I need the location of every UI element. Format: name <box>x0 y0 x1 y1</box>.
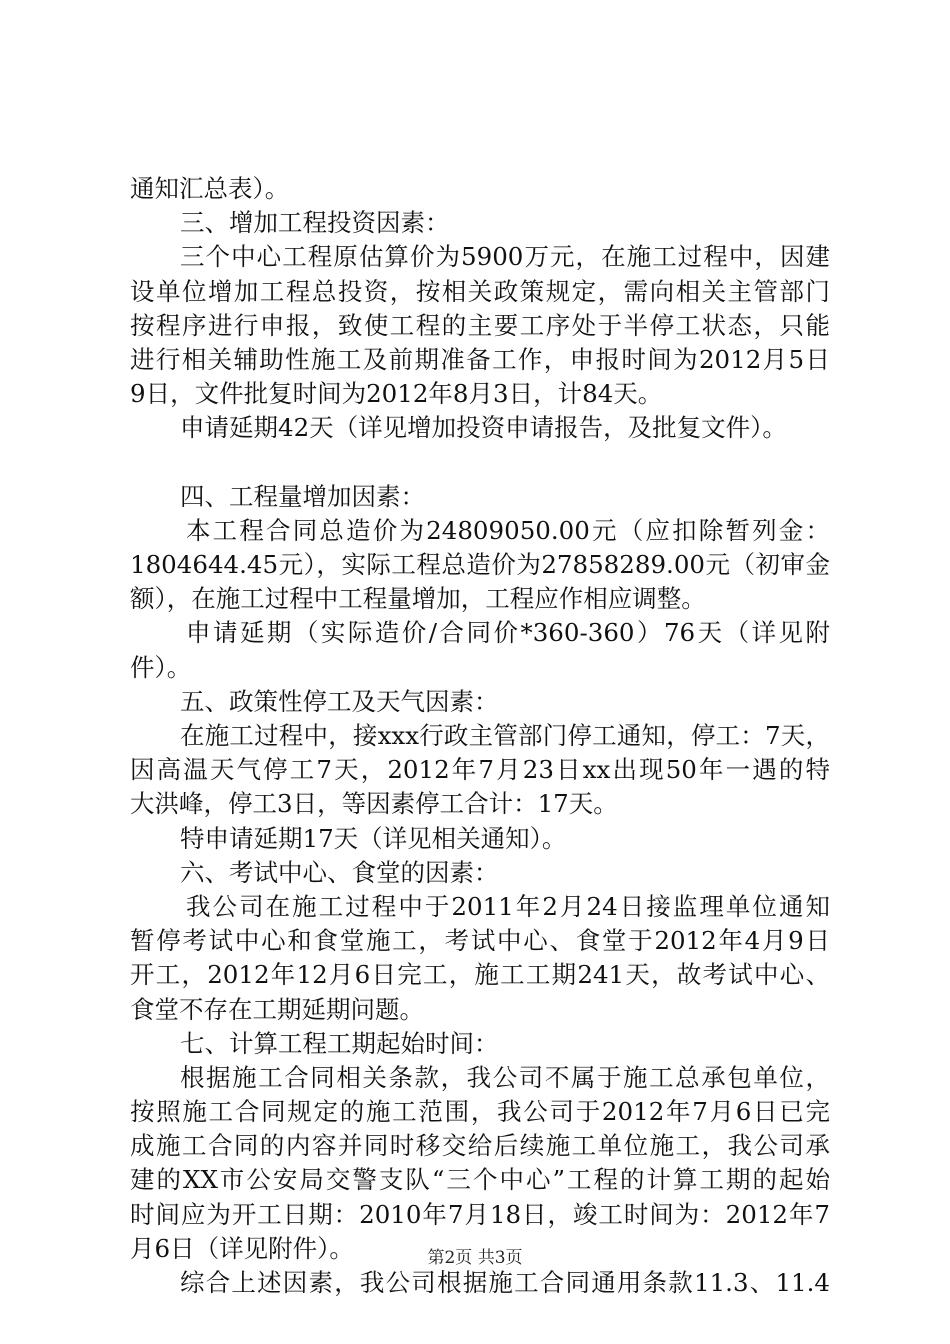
document-body <box>130 172 830 1300</box>
text-line: 申请延期（实际造价/合同价*360-360）76天（详见附 <box>186 618 830 648</box>
text-line: 通知汇总表）。 <box>130 174 290 203</box>
text-line: 成施工合同的内容并同时移交给后续施工单位施工，我公司承 <box>130 1131 830 1161</box>
text-line: 综合上述因素，我公司根据施工合同通用条款11.3、11.4 <box>180 1268 830 1297</box>
text-line: 按程序进行申报，致使工程的主要工序处于半停工状态，只能 <box>130 310 830 340</box>
text-line: 三、增加工程投资因素： <box>180 208 450 238</box>
text-line: 按照施工合同规定的施工范围，我公司于2012年7月6日已完 <box>130 1097 830 1127</box>
text-line: 食堂不存在工期延期问题。 <box>130 994 424 1024</box>
text-line: 9日，文件批复时间为2012年8月3日，计84天。 <box>130 379 663 409</box>
text-line: 申请延期42天（详见增加投资申请报告，及批复文件）。 <box>180 413 787 443</box>
text-line: 1804644.45元），实际工程总造价为27858289.00元（初审金 <box>130 550 830 580</box>
text-line: 五、政策性停工及天气因素： <box>180 686 499 716</box>
text-line: 在施工过程中，接xxx行政主管部门停工通知，停工：7天， <box>180 721 830 750</box>
text-line: 开工，2012年12月6日完工，施工工期241天，故考试中心、 <box>130 960 830 990</box>
text-line: 六、考试中心、食堂的因素： <box>180 857 499 887</box>
text-line: 额），在施工过程中工程量增加，工程应作相应调整。 <box>130 584 706 614</box>
blank-line <box>130 446 830 480</box>
page-footer: 第2页 共3页 <box>427 1248 523 1268</box>
text-line: 进行相关辅助性施工及前期准备工作，申报时间为2012月5日 <box>130 344 830 374</box>
text-line: 三个中心工程原估算价为5900万元，在施工过程中，因建 <box>180 242 830 272</box>
text-line: 本工程合同总造价为24809050.00元（应扣除暂列金： <box>186 515 830 545</box>
text-line: 暂停考试中心和食堂施工，考试中心、食堂于2012年4月9日 <box>130 926 830 956</box>
text-line: 我公司在施工过程中于2011年2月24日接监理单位通知 <box>186 891 830 921</box>
text-line: 建的XX市公安局交警支队“三个中心”工程的计算工期的起始 <box>130 1165 830 1195</box>
text-line: 大洪峰，停工3日，等因素停工合计：17天。 <box>130 789 618 819</box>
text-line: 月6日（详见附件）。 <box>130 1233 354 1263</box>
text-line: 设单位增加工程总投资，按相关政策规定，需向相关主管部门 <box>130 276 830 306</box>
text-line: 特申请延期17天（详见相关通知）。 <box>180 823 567 853</box>
text-line: 时间应为开工日期：2010年7月18日，竣工时间为：2012年7 <box>130 1199 830 1229</box>
text-line: 根据施工合同相关条款，我公司不属于施工总承包单位， <box>180 1062 830 1092</box>
text-line: 七、计算工程工期起始时间： <box>180 1028 499 1058</box>
text-line: 件）。 <box>130 652 192 682</box>
text-line: 因高温天气停工7天，2012年7月23日xx出现50年一遇的特 <box>130 755 830 785</box>
text-line: 四、工程量增加因素： <box>180 481 425 511</box>
